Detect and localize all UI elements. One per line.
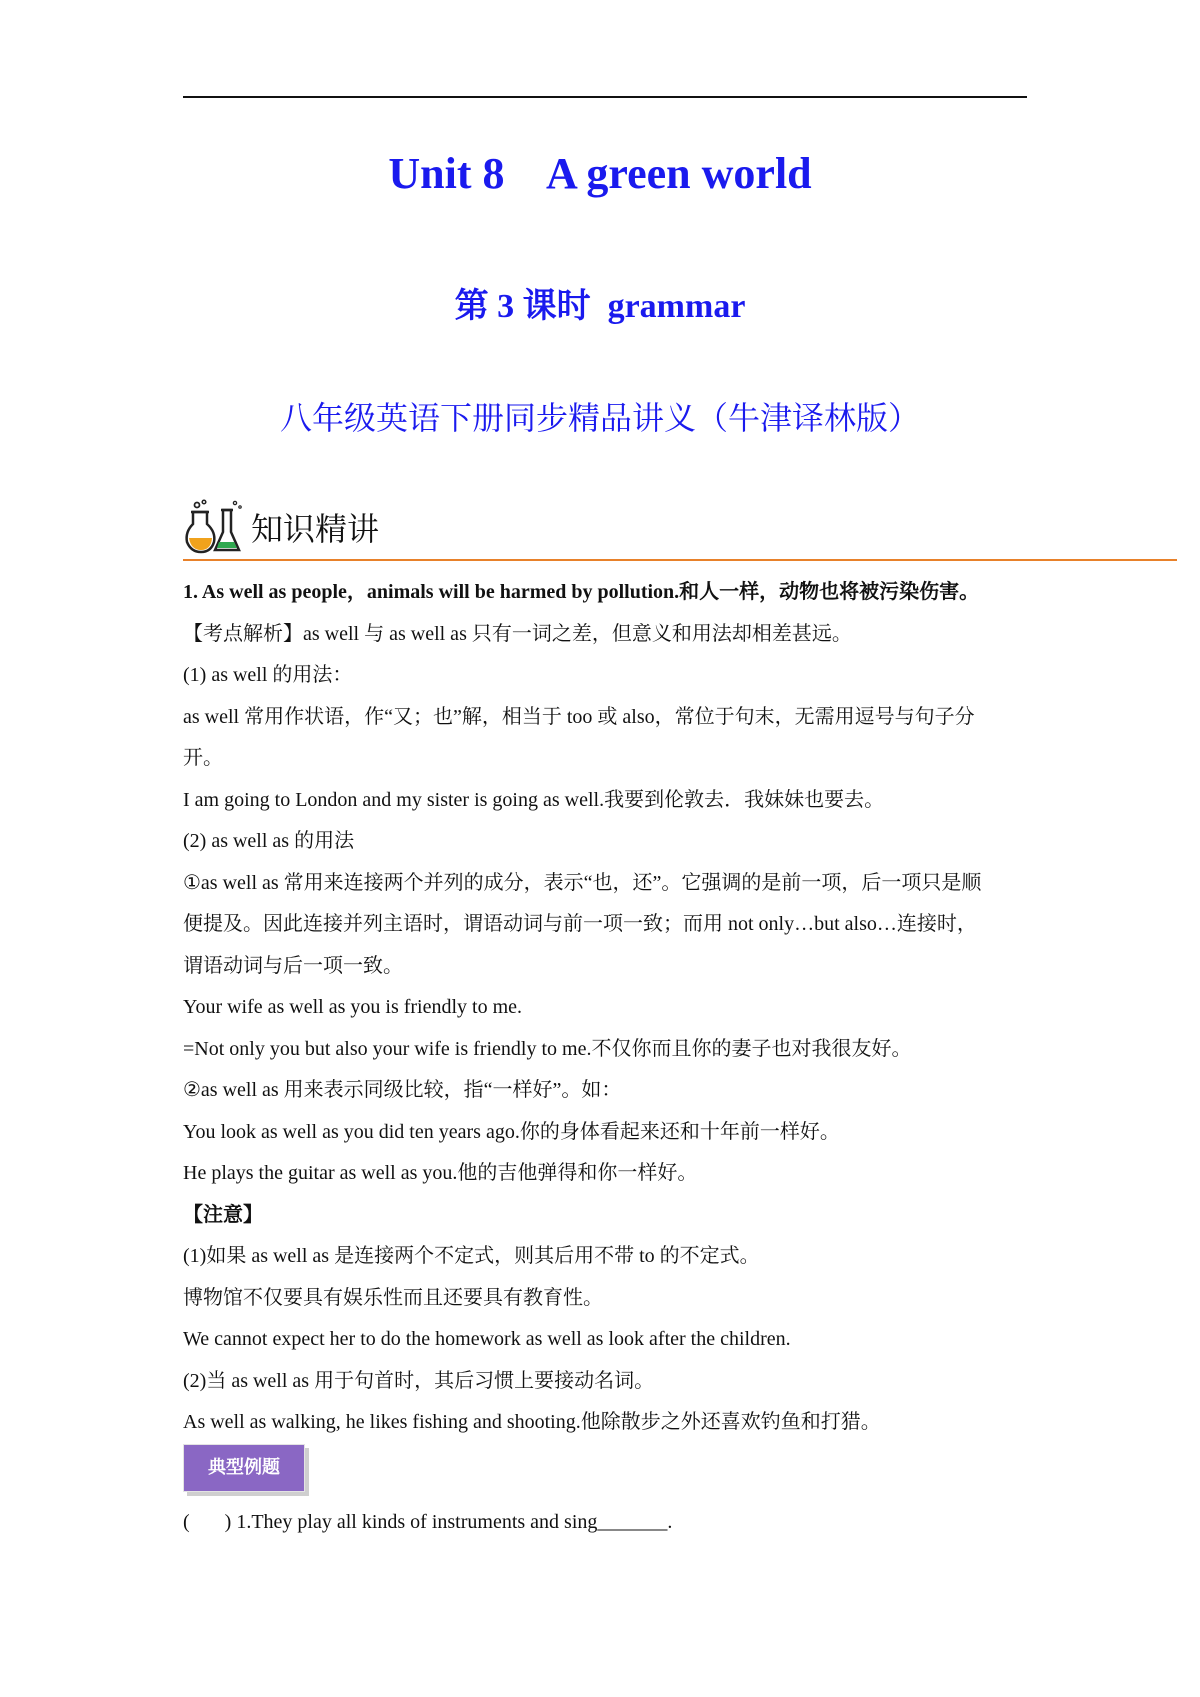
exercise-question: ( ) 1.They play all kinds of instruments and sing_______. xyxy=(183,1511,673,1533)
content-line: Your wife as well as you is friendly to me. xyxy=(183,996,523,1018)
top-rule xyxy=(183,96,1027,98)
content-line: I am going to London and my sister is going as well.我要到伦敦去．我妹妹也要去。 xyxy=(183,788,885,811)
content-line: (2)当 as well as 用于句首时，其后习惯上要接动名词。 xyxy=(183,1369,655,1392)
section-divider xyxy=(183,559,1177,561)
content-line: ①as well as 常用来连接两个并列的成分，表示“也，还”。它强调的是前一项，后一项只是顺 xyxy=(183,871,982,894)
content-line: 开。 xyxy=(183,747,223,769)
example-badge: 典型例题 xyxy=(183,1444,305,1492)
lesson-content xyxy=(183,572,1043,1444)
page-title: Unit 8 A green world xyxy=(388,149,812,198)
content-line: 1. As well as people，animals will be harmed by pollution.和人一样，动物也将被污染伤害。 xyxy=(183,581,980,603)
content-line: We cannot expect her to do the homework as well as look after the children. xyxy=(183,1328,791,1350)
lesson-subtitle: 第 3 课时 grammar xyxy=(454,288,746,325)
content-line: 【考点解析】as well 与 as well as 只有一词之差，但意义和用法却相差甚远。 xyxy=(183,622,852,645)
content-line: 【注意】 xyxy=(183,1203,263,1226)
content-line: (1) as well 的用法： xyxy=(183,664,353,686)
content-line: 博物馆不仅要具有娱乐性而且还要具有教育性。 xyxy=(183,1286,603,1309)
content-line: 便提及。因此连接并列主语时，谓语动词与前一项一致；而用 not only…but also…连接时， xyxy=(183,913,977,935)
content-line: (1)如果 as well as 是连接两个不定式，则其后用不带 to 的不定式。 xyxy=(183,1245,760,1267)
content-line: ②as well as 用来表示同级比较，指“一样好”。如： xyxy=(183,1079,622,1101)
science-flask-icon xyxy=(183,498,243,556)
content-line: as well 常用作状语，作“又；也”解，相当于 too 或 also，常位于句末，无需用逗号与句子分 xyxy=(183,705,975,728)
content-line: =Not only you but also your wife is friendly to me.不仅你而且你的妻子也对我很友好。 xyxy=(183,1037,912,1060)
content-line: (2) as well as 的用法 xyxy=(183,830,355,852)
content-line: You look as well as you did ten years ago.你的身体看起来还和十年前一样好。 xyxy=(183,1120,840,1143)
content-line: As well as walking, he likes fishing and shooting.他除散步之外还喜欢钓鱼和打猎。 xyxy=(183,1411,881,1433)
content-line: 谓语动词与后一项一致。 xyxy=(183,954,403,977)
series-title: 八年级英语下册同步精品讲义（牛津译林版） xyxy=(279,399,920,437)
content-line: He plays the guitar as well as you.他的吉他弹得和你一样好。 xyxy=(183,1162,698,1184)
section-label: 知识精讲 xyxy=(251,510,380,548)
